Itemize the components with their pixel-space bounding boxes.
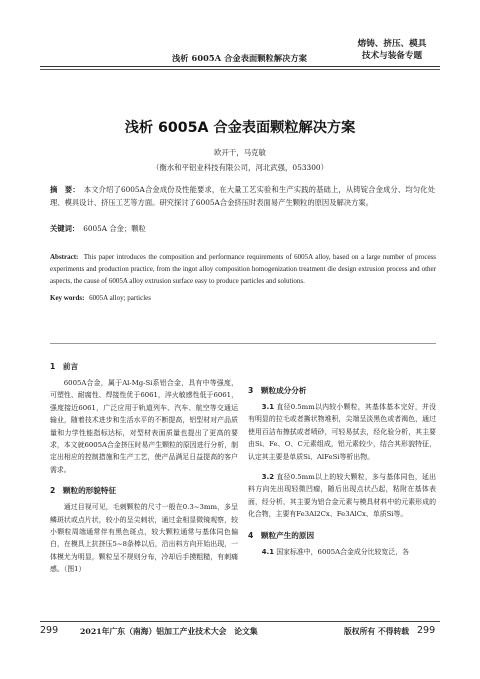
keywords-cn-text: 6005A 合金；颗粒 [83,224,146,233]
abstract-en-label: Abstract: [50,253,79,261]
spacer [248,463,436,471]
keywords-en-label: Key words: [50,294,85,302]
keywords-en-text: 6005A alloy; particles [89,294,151,302]
article-title: 浅析 6005A 合金表面颗粒解决方案 [124,120,356,136]
footer-rule [40,621,440,622]
article-authors: 欧开干，马克敏 [214,148,266,157]
keywords-cn-label: 关键词： [50,224,80,233]
subsection-3-1-text: 直径0.5mm以内较小颗粒，其基体基本完好，并没有明显的拉毛或者撕状物堆积，尖端呈淡黑色或者褐色，通过使用百洁布擦拭或者喷砂，可轻易拭去，经化验分析，其主要由Si、Fe、O、C元素组成，铝元素较少，结合其形貌特征，认定其主要是单质Si、AlFeSi等析出物。 [248,403,436,461]
subsection-4-1-text: 国家标准中，6005A合金成分比较宽泛，各 [276,547,409,556]
running-title: 浅析 6005A 合金表面颗粒解决方案 [172,53,307,63]
abstract-cn [50,183,435,209]
keywords-en [50,292,436,304]
badge-line-1: 熔铸、挤压、模具 [357,39,427,49]
abstract-en [50,251,436,288]
header-rule-thin [40,69,440,70]
subsection-3-2-number: 3.2 [261,473,275,482]
body-column-left [50,360,238,576]
page-number-left: 299 [40,625,59,636]
subsection-3-2-text: 直径0.5mm以上的较大颗粒，多与基体同色，延出料方向先出现轻微凹瘤，随后出现点状凸起，粘附在基体表面，经分析，其主要为铝合金元素与模具材料中的元素形成的化合物，主要有Fe3Al2Cx、Fe3AlCx、单质Si等。 [248,473,436,519]
section-4-1-paragraph [248,546,436,558]
abstract-cn-label: 摘 要： [50,185,80,194]
abstract-separator [50,343,436,344]
section-badge [346,38,438,62]
section-3-1-paragraph [248,401,436,463]
article-affiliation: （衡水和平铝业科技有限公司，河北武强，053300） [151,163,329,172]
abstract-cn-text: 本文介绍了6005A合金成份及性能要求，在大量工艺实验和生产实践的基础上，从铸锭合金成分、均匀化处理、模具设计、挤压工艺等方面。研究探讨了6005A合金挤压时表面易产生颗粒的原因及解决方案。 [50,185,435,208]
abstract-en-text: This paper introduces the composition and performance requirements of 6005A alloy, based on a large number of process experiments and production practice, from the ingot alloy composition homogenization treatment die design extrusion process and other aspects, the cause of 6005A alloy extrusion surface easy to produce particles and solutions. [50,253,437,286]
copyright-notice: 版权所有 不得转载 [344,627,410,636]
section-heading-4: 4 颗粒产生的原因 [248,530,315,540]
page-number-right: 299 [417,625,436,636]
section-2-paragraph: 通过目视可见，毛刺颗粒的尺寸一般在0.3~3mm，多呈鳞斑状或点片状，较小的呈尖刺状，通过金相显微镜观察，较小颗粒周端通常伴有黑色斑点，较大颗粒通常与基体同色偏白，在模具上抗挤压5~8条棒以后，沿出料方向开始出现，一体模尤为明显，颗粒呈不规则分布，冷却后手摸粗糙，有刺痛感。（图1） [50,503,238,574]
section-heading-1: 1 前言 [50,362,79,371]
spacer [50,476,238,484]
keywords-cn [50,223,435,235]
subsection-4-1-number: 4.1 [261,547,275,556]
section-heading-3: 3 颗粒成分分析 [248,386,307,395]
section-1-paragraph: 6005A合金，属于Al-Mg-Si系铝合金，具有中等强度，可塑性、耐腐性、焊接性优于6061，淬火敏感性低于6061，强度接近6061，广泛应用于轨道列车、汽车、航空等交通运输业，随着技术进步和生活水平的不断提高，铝型材对产品质量和力学性能指标达标，对型材表面质量也提出了更高的要求，本文就6005A合金挤压时易产生颗粒的原因进行分析，制定出相应的控制措施和生产工艺，使产品满足日益提高的客户需求。 [50,379,238,474]
badge-line-2: 技术与装备专题 [361,51,423,61]
section-heading-2: 2 颗粒的形貌特征 [50,486,117,496]
body-column-right [248,384,436,558]
spacer [248,521,436,529]
conference-name: 2021年广东（南海）铝加工产业技术大会 论文集 [80,627,258,636]
subsection-3-1-number: 3.1 [261,403,275,411]
section-3-2-paragraph [248,471,436,521]
header-rule [40,66,440,67]
